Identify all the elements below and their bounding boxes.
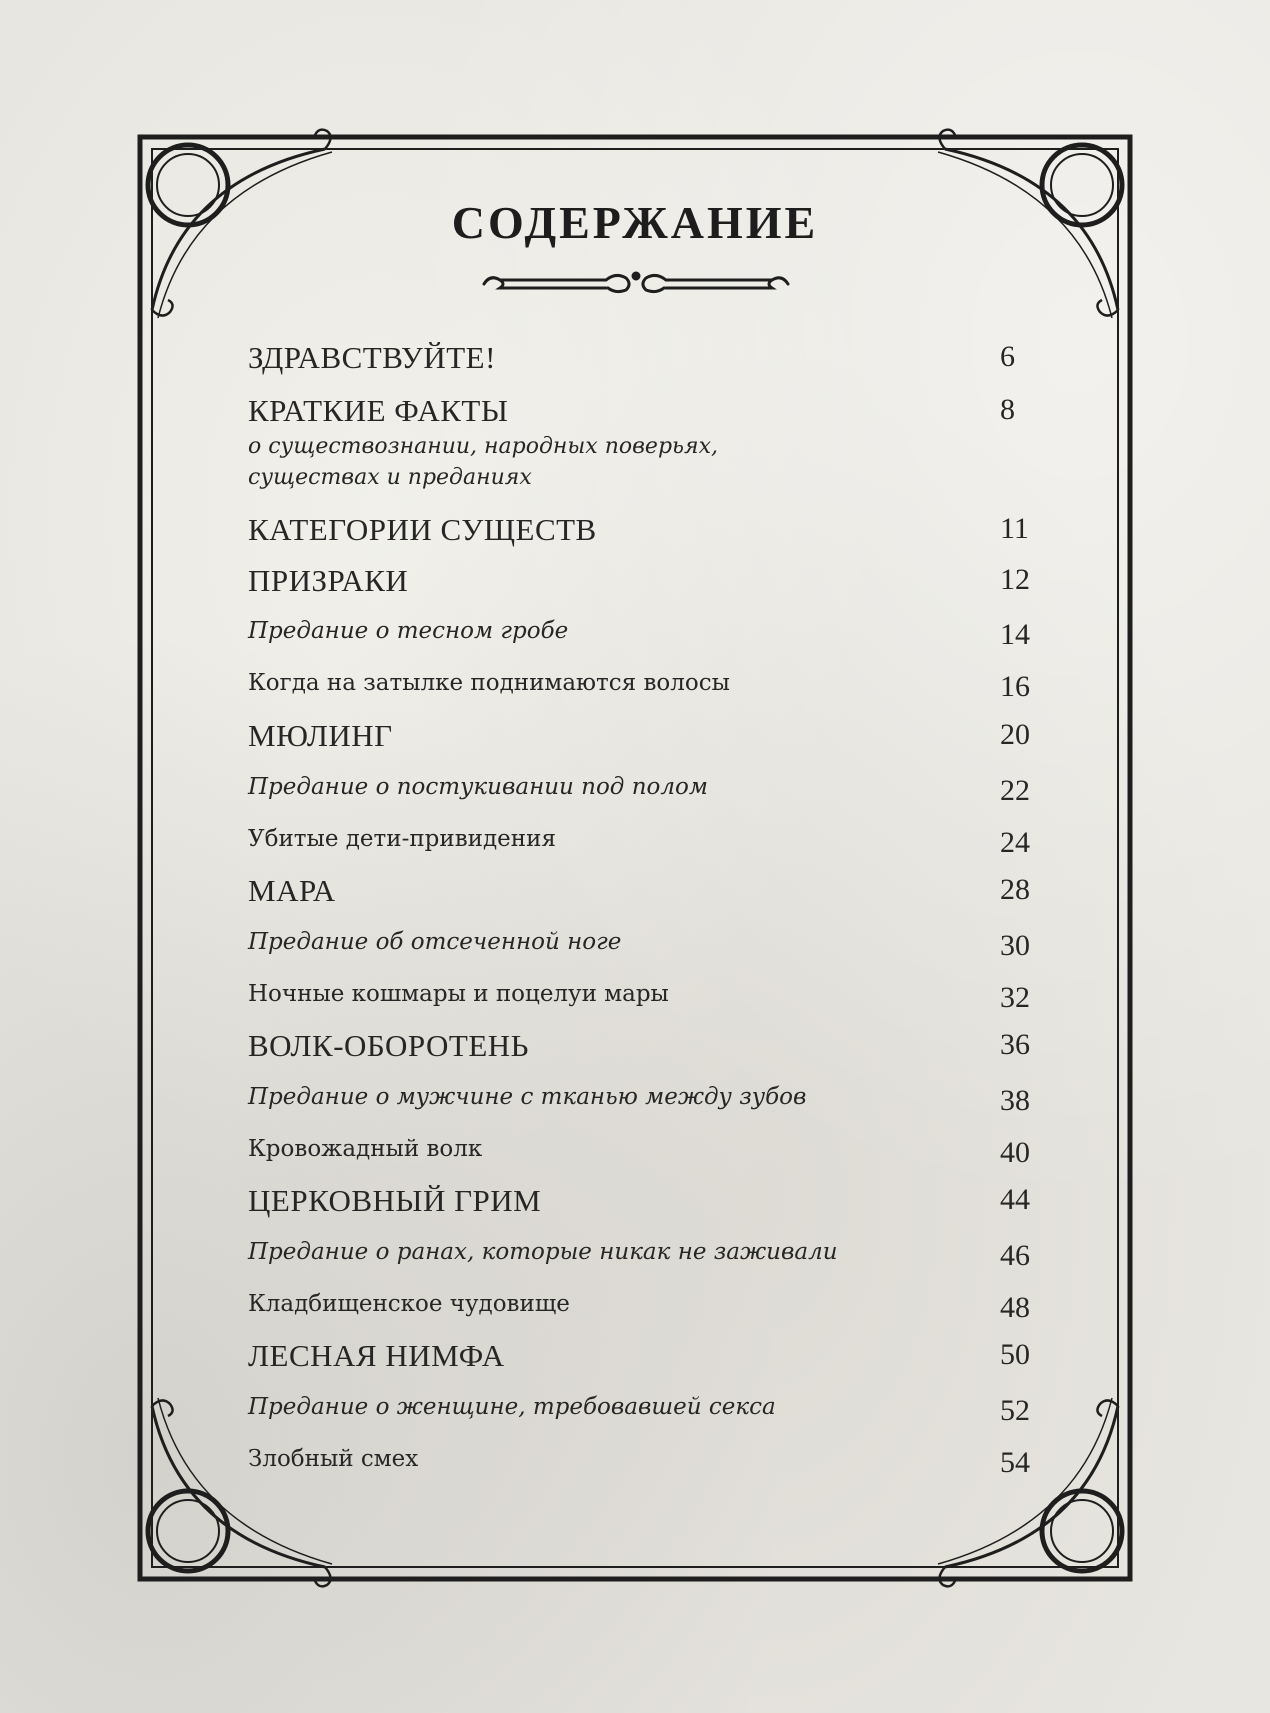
- toc-entry-page: 36: [1000, 1028, 1030, 1061]
- toc-entry-page: 6: [1000, 340, 1015, 373]
- toc-entry-title: Предание о мужчине с тканью между зубов: [248, 1084, 807, 1110]
- toc-entry-title: Предание об отсеченной ноге: [248, 929, 622, 955]
- toc-entry-title: МАРА: [248, 873, 336, 908]
- toc-entry-title: Злобный смех: [248, 1446, 419, 1472]
- toc-entry-title: МЮЛИНГ: [248, 718, 393, 753]
- toc-entry-page: 11: [1000, 512, 1029, 545]
- toc-entry-title: Предание о постукивании под полом: [248, 774, 708, 800]
- toc-entry-title: Предание о тесном гробе: [248, 618, 569, 644]
- toc-entry-page: 46: [1000, 1239, 1030, 1272]
- toc-entry-page: 50: [1000, 1338, 1030, 1371]
- page-title: СОДЕРЖАНИЕ: [451, 197, 819, 248]
- toc-entry-page: 24: [1000, 826, 1030, 859]
- toc-entry-page: 30: [1000, 929, 1030, 962]
- toc-entry-title: Предание о женщине, требовавшей секса: [248, 1394, 776, 1420]
- toc-entry-page: 16: [1000, 670, 1030, 703]
- toc-entry-title: ЦЕРКОВНЫЙ ГРИМ: [248, 1183, 542, 1218]
- toc-entry-page: 38: [1000, 1084, 1030, 1117]
- toc-entry-title: ЗДРАВСТВУЙТЕ!: [248, 340, 496, 375]
- toc-entry-title: Убитые дети-привидения: [248, 826, 556, 852]
- toc-entry-title: Кровожадный волк: [248, 1136, 483, 1162]
- toc-entry-title: ЛЕСНАЯ НИМФА: [248, 1338, 505, 1373]
- toc-entry-page: 52: [1000, 1394, 1030, 1427]
- toc-entry-page: 12: [1000, 563, 1030, 596]
- toc-entry-page: 48: [1000, 1291, 1030, 1324]
- toc-entry-page: 44: [1000, 1183, 1030, 1216]
- toc-entry-subtitle: о существознании, народных поверьях, существах и преданиях: [248, 434, 718, 490]
- toc-entry-page: 32: [1000, 981, 1030, 1014]
- toc-entry-page: 8: [1000, 393, 1015, 426]
- toc-entry-title: Ночные кошмары и поцелуи мары: [248, 981, 669, 1007]
- toc-entry-title: Предание о ранах, которые никак не заживали: [248, 1239, 838, 1265]
- toc-entry-title: ВОЛК-ОБОРОТЕНЬ: [248, 1028, 529, 1063]
- toc-entry-page: 54: [1000, 1446, 1030, 1479]
- toc-entry-title: Кладбищенское чудовище: [248, 1291, 570, 1317]
- toc-entry-title: Когда на затылке поднимаются волосы: [248, 670, 730, 696]
- toc-entry-page: 20: [1000, 718, 1030, 751]
- toc-entry-title: ПРИЗРАКИ: [248, 563, 409, 598]
- toc-entry-page: 14: [1000, 618, 1030, 651]
- toc-entry-title: КАТЕГОРИИ СУЩЕСТВ: [248, 512, 597, 547]
- toc-entry-page: 40: [1000, 1136, 1030, 1169]
- toc-entry-page: 22: [1000, 774, 1030, 807]
- toc-entry-title: КРАТКИЕ ФАКТЫ: [248, 393, 509, 428]
- toc-entry-page: 28: [1000, 873, 1030, 906]
